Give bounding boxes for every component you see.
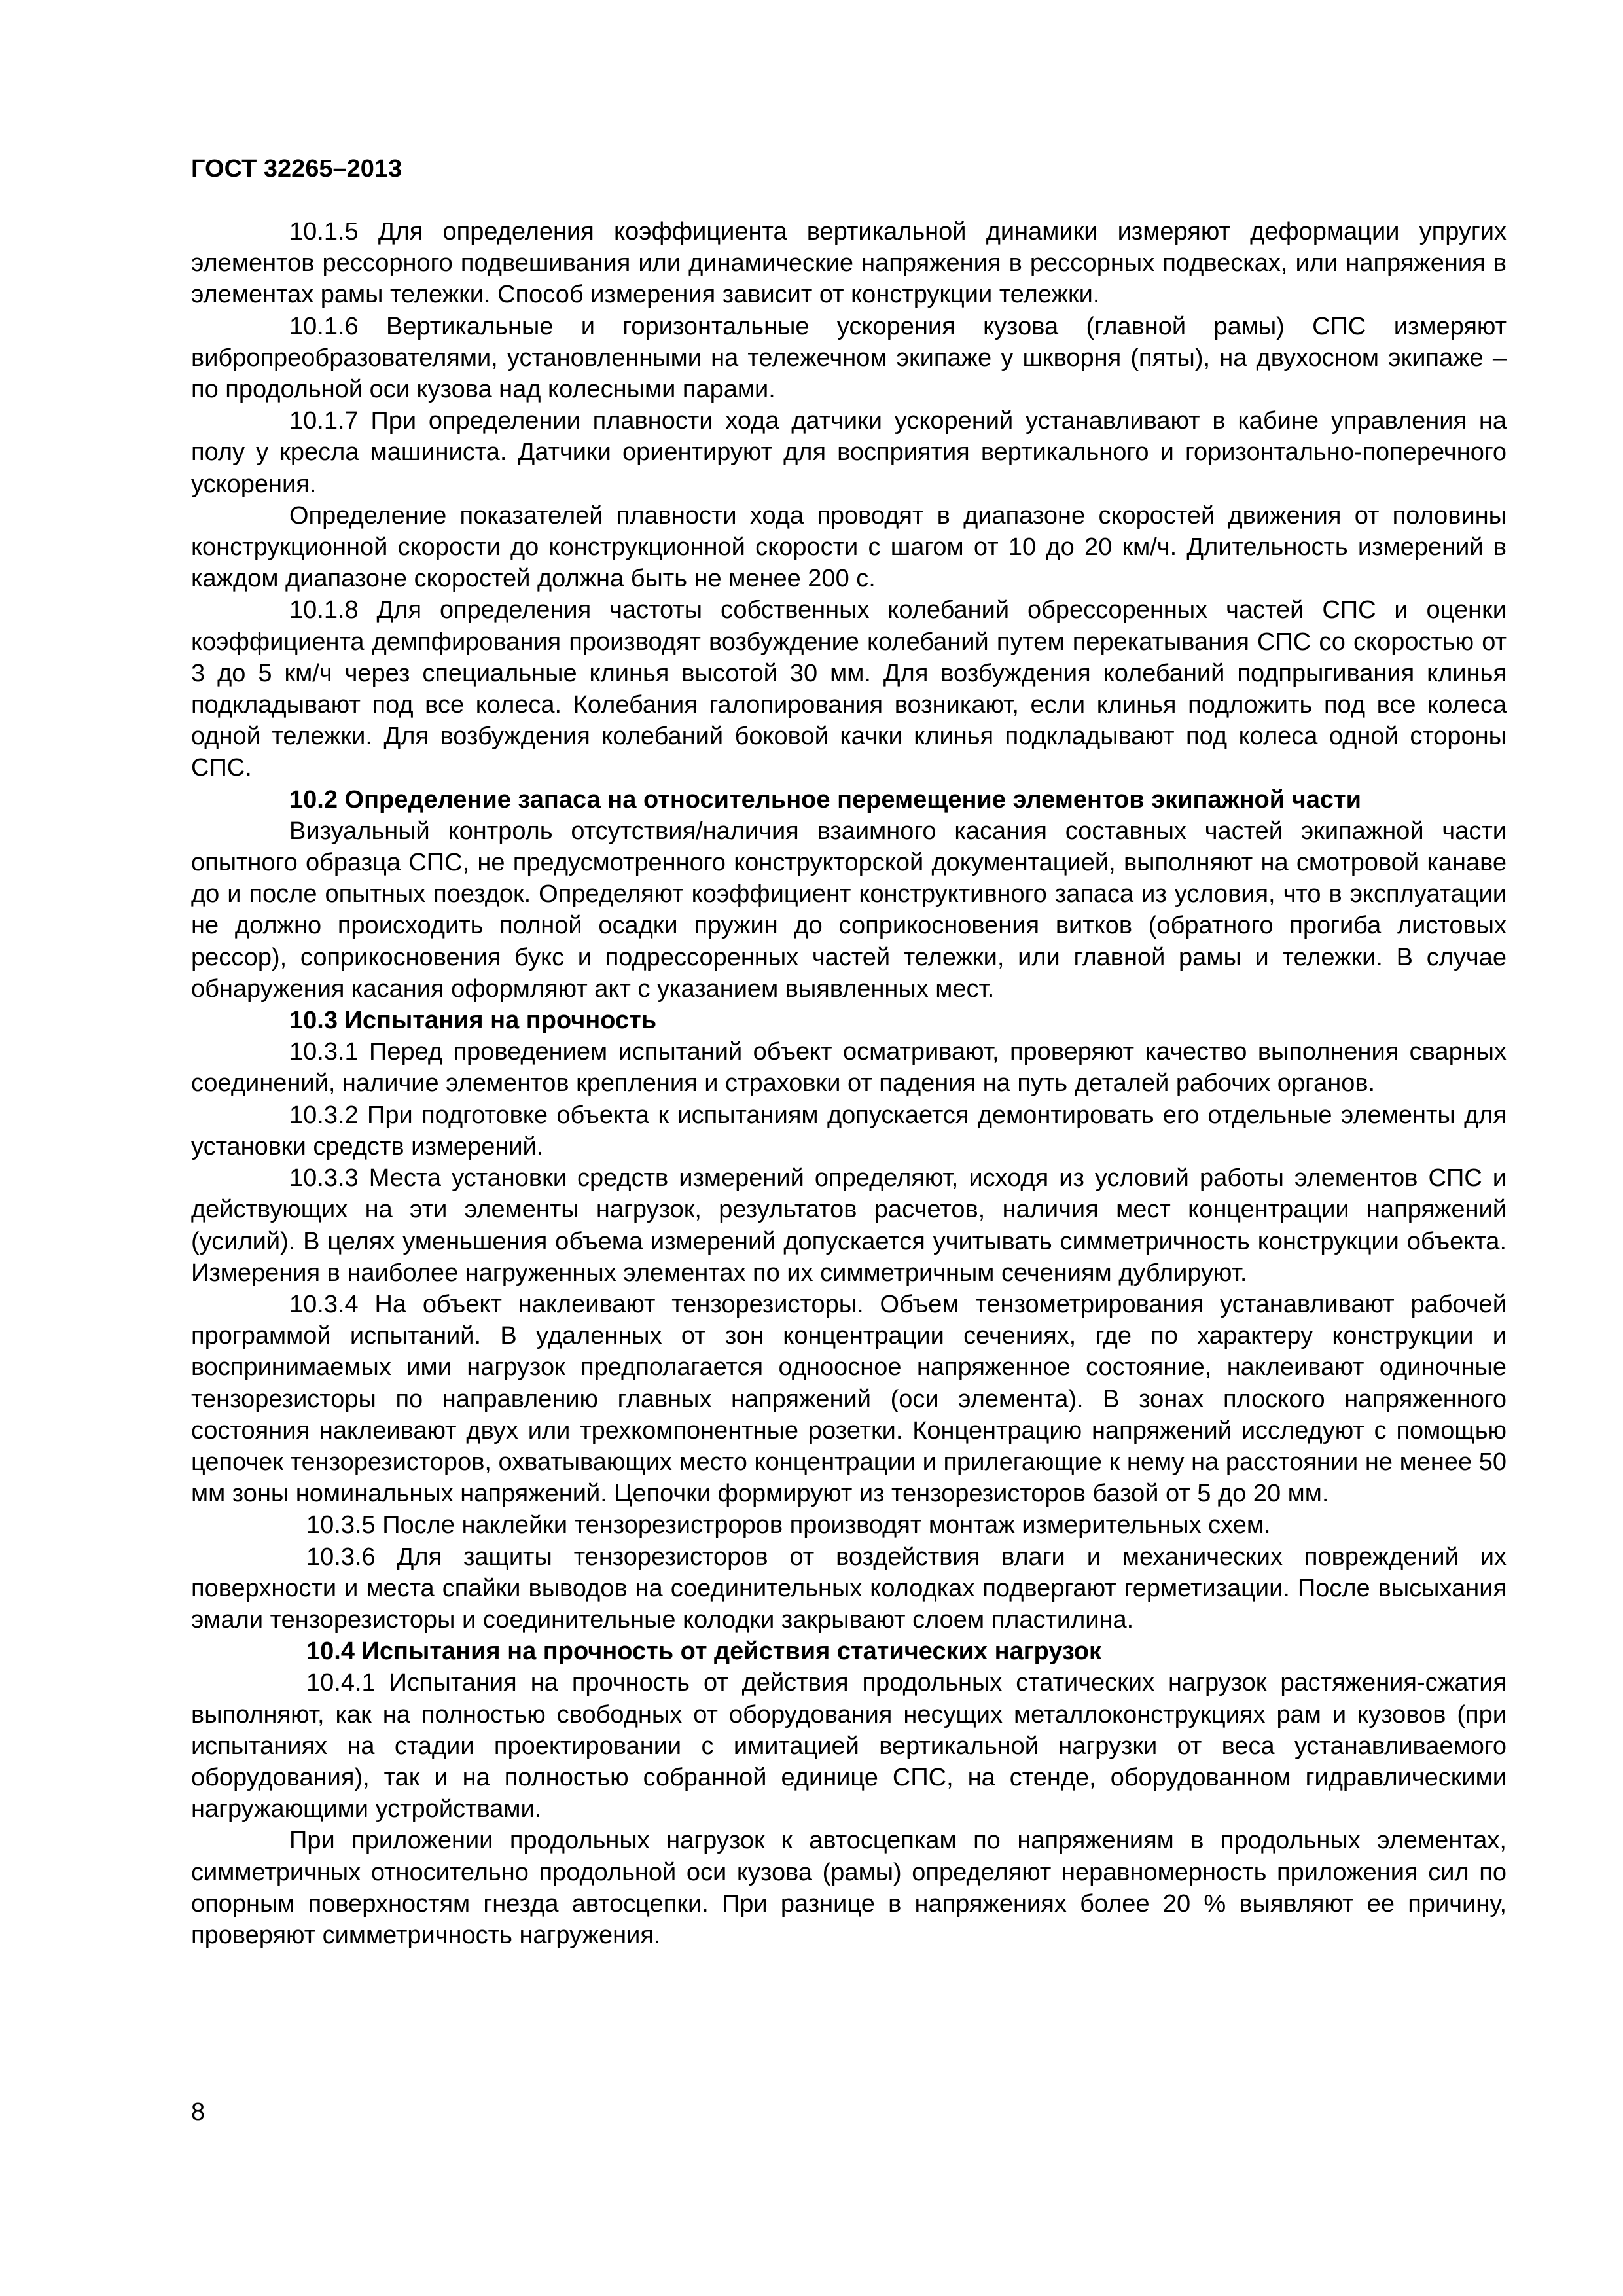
paragraph-10-1-7: 10.1.7 При определении плавности хода датчики ускорений устанавливают в кабине управления на полу у кресла машиниста. Датчики ориентируют для восприятия вертикального и горизонтально-поперечного ускорения.	[191, 407, 1507, 498]
paragraph-10-1-5: 10.1.5 Для определения коэффициента вертикальной динамики измеряют деформации упругих элементов рессорного подвешивания или динамические напряжения в рессорных подвесках, или напряжения в элементах рамы тележки. Способ измерения зависит от конструкции тележки.	[191, 218, 1507, 309]
paragraph-10-3-4: 10.3.4 На объект наклеивают тензорезисторы. Объем тензометрирования устанавливают рабочей программой испытаний. В удаленных от зон концентрации сечениях, где по характеру конструкции и воспринимаемых ими нагрузок предполагается одноосное напряженное состояние, наклеивают одиночные тензорезисторы по направлению главных напряжений (оси элемента). В зонах плоского напряженного состояния наклеивают двух или трехкомпонентные розетки. Концентрацию напряжений исследуют с помощью цепочек тензорезисторов, охватывающих место концентрации и прилегающие к нему на расстоянии не менее 50 мм зоны номинальных напряжений. Цепочки формируют из тензорезисторов базой от 5 до 20 мм.	[191, 1290, 1507, 1508]
paragraph-10-3-2: 10.3.2 При подготовке объекта к испытаниям допускается демонтировать его отдельные элементы для установки средств измерений.	[191, 1101, 1507, 1160]
paragraph-10-1-6: 10.1.6 Вертикальные и горизонтальные ускорения кузова (главной рамы) СПС измеряют вибропреобразователями, установленными на тележечном экипаже у шкворня (пяты), на двухосном экипаже – по продольной оси кузова над колесными парами.	[191, 312, 1507, 404]
paragraph-10-1-8: 10.1.8 Для определения частоты собственных колебаний обрессоренных частей СПС и оценки коэффициента демпфирования производят возбуждение колебаний путем перекатывания СПС со скоростью от 3 до 5 км/ч через специальные клинья высотой 30 мм. Для возбуждения колебаний подпрыгивания клинья подкладывают под все колеса. Колебания галопирования возникают, если клинья подложить под все колеса одной тележки. Для возбуждения колебаний боковой качки клинья подкладывают под колеса одной стороны СПС.	[191, 596, 1507, 782]
paragraph-ride-quality: Определение показателей плавности хода проводят в диапазоне скоростей движения от половины конструкционной скорости до конструкционной скорости с шагом от 10 до 20 км/ч. Длительность измерений в каждом диапазоне скоростей должна быть не менее 200 с.	[191, 501, 1507, 593]
document-code-header: ГОСТ 32265–2013	[191, 155, 402, 183]
document-body	[191, 216, 1507, 1951]
paragraph-10-3-1: 10.3.1 Перед проведением испытаний объект осматривают, проверяют качество выполнения сварных соединений, наличие элементов крепления и страховки от падения на путь деталей рабочих органов.	[191, 1038, 1507, 1098]
section-heading-10-4: 10.4 Испытания на прочность от действия статических нагрузок	[306, 1638, 1102, 1666]
paragraph-longitudinal-loads: При приложении продольных нагрузок к автосцепкам по напряжениям в продольных элементах, симметричных относительно продольной оси кузова (рамы) определяют неравномерность приложения сил по опорным поверхностям гнезда автосцепки. При разнице в напряжениях более 20 % выявляют ее причину, проверяют симметричность нагружения.	[191, 1827, 1507, 1949]
page-number: 8	[191, 2098, 205, 2126]
paragraph-10-3-3: 10.3.3 Места установки средств измерений определяют, исходя из условий работы элементов СПС и действующих на эти элементы нагрузок, результатов расчетов, наличия мест концентрации напряжений (усилий). В целях уменьшения объема измерений допускается учитывать симметричность конструкции объекта. Измерения в наиболее нагруженных элементах по их симметричным сечениям дублируют.	[191, 1164, 1507, 1287]
paragraph-10-3-5: 10.3.5 После наклейки тензорезистроров производят монтаж измерительных схем.	[306, 1511, 1271, 1539]
paragraph-10-4-1: 10.4.1 Испытания на прочность от действия продольных статических нагрузок растяжения-сжатия выполняют, как на полностью свободных от оборудования несущих металлоконструкциях рам и кузовов (при испытаниях на стадии проектировании с имитацией вертикальной нагрузки от веса устанавливаемого оборудования), так и на полностью собранной единице СПС, на стенде, оборудованном гидравлическими нагружающими устройствами.	[191, 1669, 1507, 1823]
paragraph-10-3-6: 10.3.6 Для защиты тензорезисторов от воздействия влаги и механических повреждений их поверхности и места спайки выводов на соединительных колодках подвергают герметизации. После высыхания эмали тензорезисторы и соединительные колодки закрывают слоем пластилина.	[191, 1543, 1507, 1634]
section-heading-10-3: 10.3 Испытания на прочность	[289, 1007, 657, 1035]
section-heading-10-2: 10.2 Определение запаса на относительное перемещение элементов экипажной части	[289, 785, 1361, 814]
paragraph-10-2: Визуальный контроль отсутствия/наличия взаимного касания составных частей экипажной части опытного образца СПС, не предусмотренного конструкторской документацией, выполняют на смотровой канаве до и после опытных поездок. Определяют коэффициент конструктивного запаса из условия, что в эксплуатации не должно происходить полной осадки пружин до соприкосновения витков (обратного прогиба листовых рессор), соприкосновения букс и подрессоренных частей тележки, или главной рамы и тележки. В случае обнаружения касания оформляют акт с указанием выявленных мест.	[191, 817, 1507, 1003]
